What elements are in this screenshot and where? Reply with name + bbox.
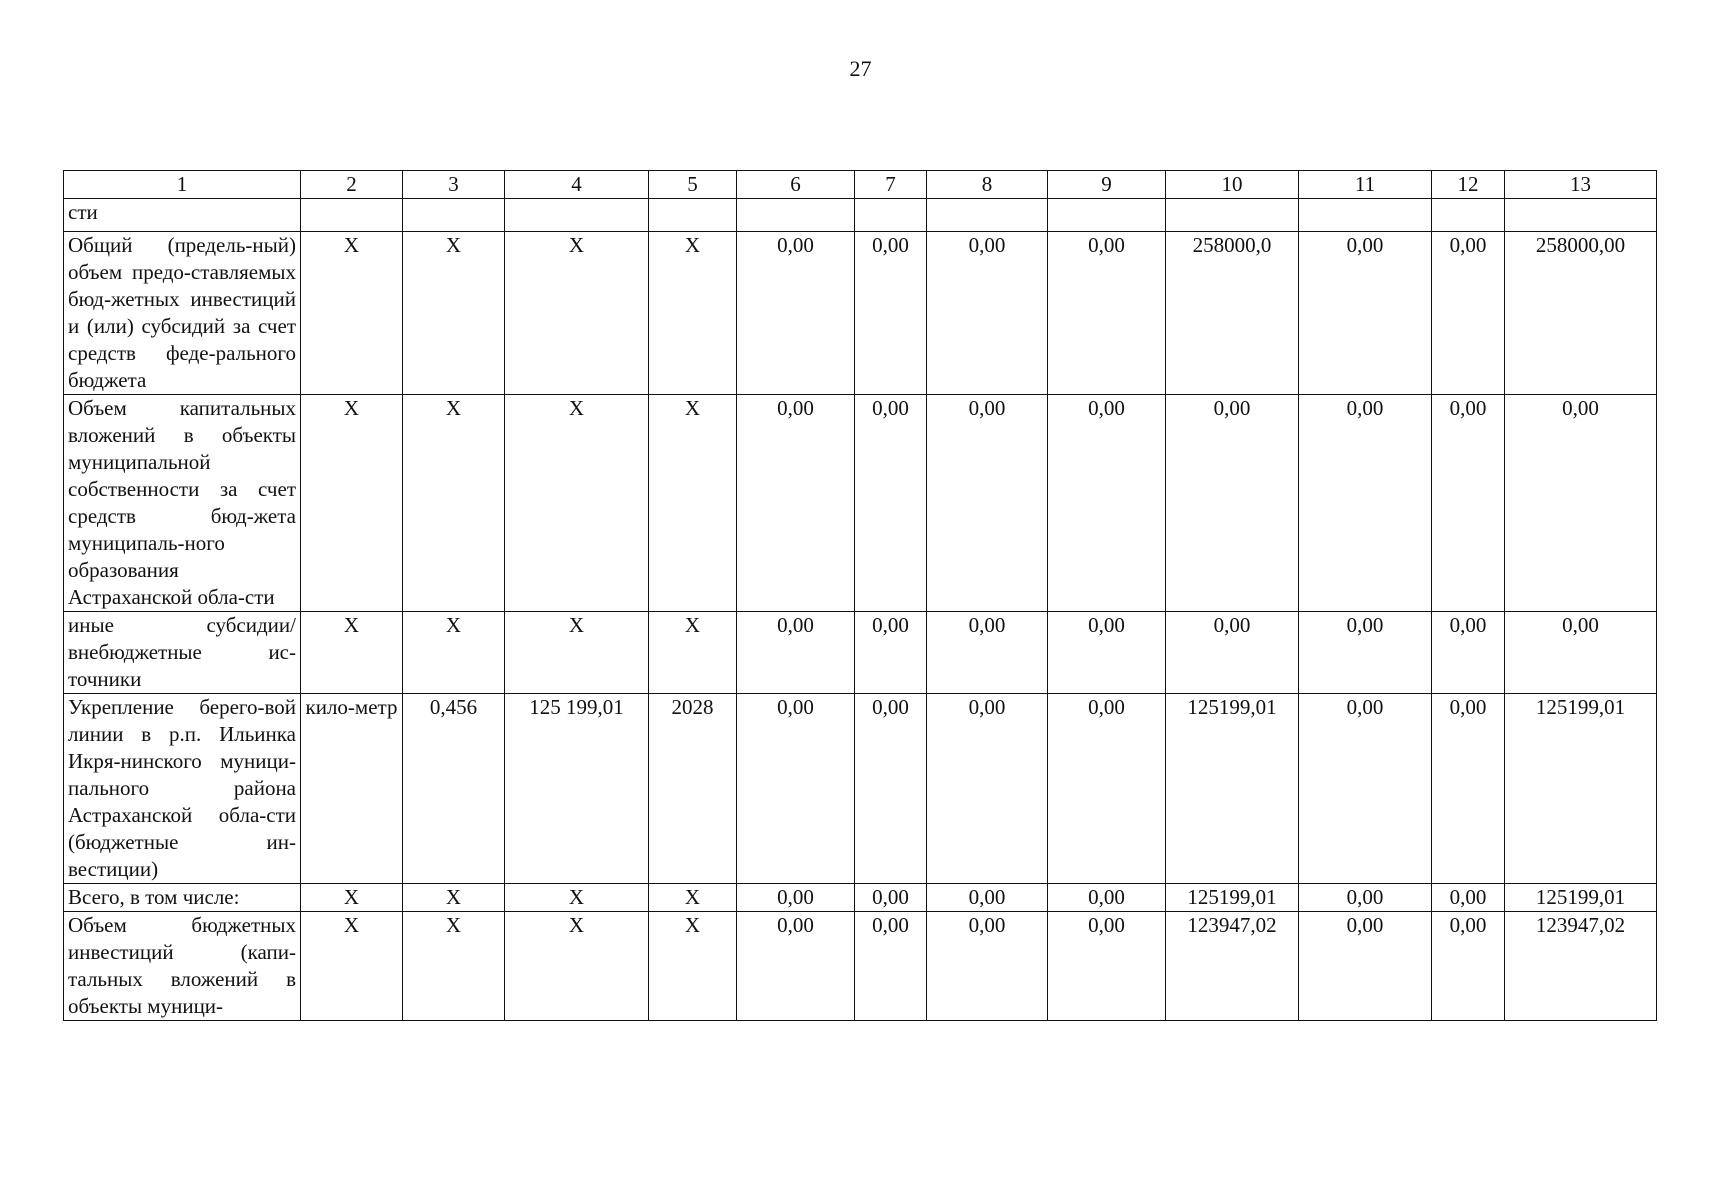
column-header: 13 (1505, 171, 1657, 199)
table-cell (1299, 199, 1432, 232)
row-description: Укрепление берего-вой линии в р.п. Ильинка Икря-нинского муници-пального района Астраханской обла-сти (бюджетные ин-вестиции) (64, 694, 301, 884)
table-cell: 0,00 (855, 694, 927, 884)
table-cell (1048, 199, 1166, 232)
table-cell: 0,00 (737, 884, 855, 912)
column-header: 1 (64, 171, 301, 199)
table-cell: 0,00 (737, 395, 855, 612)
column-header: 9 (1048, 171, 1166, 199)
table-cell: X (505, 395, 649, 612)
table-cell: 0,00 (737, 612, 855, 694)
table-cell (927, 199, 1048, 232)
table-cell: 0,00 (1299, 694, 1432, 884)
row-description: сти (64, 199, 301, 232)
table-cell: X (505, 912, 649, 1021)
column-header: 11 (1299, 171, 1432, 199)
table-cell: X (403, 912, 505, 1021)
table-cell: 0,00 (1299, 912, 1432, 1021)
table-cell: 0,00 (1505, 395, 1657, 612)
table-cell: X (301, 612, 403, 694)
table-cell: 0,00 (1432, 232, 1505, 395)
table-cell: 0,00 (1048, 694, 1166, 884)
table-cell (1505, 199, 1657, 232)
table-cell: 0,00 (1166, 395, 1299, 612)
table-row (64, 694, 1657, 884)
table-cell (649, 199, 737, 232)
table-cell: 125199,01 (1505, 694, 1657, 884)
table-cell: 0,00 (927, 232, 1048, 395)
table-cell: X (649, 232, 737, 395)
total-row (64, 884, 1657, 912)
table-row (64, 612, 1657, 694)
table-cell: X (505, 232, 649, 395)
table-cell: X (649, 884, 737, 912)
column-header: 10 (1166, 171, 1299, 199)
table-cell: 0,00 (927, 912, 1048, 1021)
table-cell: 0,00 (1432, 912, 1505, 1021)
table-cell: 0,00 (1048, 884, 1166, 912)
table-cell: 0,00 (737, 912, 855, 1021)
table-cell: 123947,02 (1505, 912, 1657, 1021)
row-description: Общий (предель-ный) объем предо-ставляемых бюд-жетных инвестиций и (или) субсидий за счет средств феде-рального бюджета (64, 232, 301, 395)
table-row (64, 912, 1657, 1021)
table-cell: 125199,01 (1505, 884, 1657, 912)
table-cell: 0,00 (855, 912, 927, 1021)
budget-table (63, 170, 1657, 1021)
table-cell: 0,00 (1166, 612, 1299, 694)
table-cell: 258000,00 (1505, 232, 1657, 395)
table-cell: 0,00 (1299, 232, 1432, 395)
table-cell: X (301, 884, 403, 912)
table-cell: 125 199,01 (505, 694, 649, 884)
column-header: 3 (403, 171, 505, 199)
table-cell: 0,00 (737, 232, 855, 395)
column-header: 2 (301, 171, 403, 199)
table-cell: 0,00 (1432, 694, 1505, 884)
table-cell: X (301, 395, 403, 612)
table-cell: 0,00 (927, 884, 1048, 912)
table-cell: X (505, 612, 649, 694)
table-cell: 123947,02 (1166, 912, 1299, 1021)
column-header: 7 (855, 171, 927, 199)
table-cell (301, 199, 403, 232)
table-cell: 0,00 (855, 395, 927, 612)
table-cell: X (403, 232, 505, 395)
table-cell: X (649, 912, 737, 1021)
table-cell: 0,00 (855, 232, 927, 395)
table-cell: 0,00 (737, 694, 855, 884)
row-description: Всего, в том числе: (64, 884, 301, 912)
table-cell: X (505, 884, 649, 912)
unit-cell: кило-метр (301, 694, 403, 884)
table-cell: 0,00 (1299, 884, 1432, 912)
header-row (64, 171, 1657, 199)
table-cell (855, 199, 927, 232)
table-cell: 258000,0 (1166, 232, 1299, 395)
table-cell: 125199,01 (1166, 694, 1299, 884)
table-cell: 0,00 (1432, 884, 1505, 912)
table-cell: 0,00 (855, 884, 927, 912)
column-header: 12 (1432, 171, 1505, 199)
table-cell: 0,00 (1048, 612, 1166, 694)
table-cell: 0,00 (1048, 395, 1166, 612)
column-header: 5 (649, 171, 737, 199)
table-cell: 0,00 (927, 612, 1048, 694)
table-cell (737, 199, 855, 232)
table-cell: 0,00 (1299, 395, 1432, 612)
table-cell: X (301, 232, 403, 395)
table-cell: 0,00 (1505, 612, 1657, 694)
row-description: Объем бюджетных инвестиций (капи-тальных вложений в объекты муници- (64, 912, 301, 1021)
table-row (64, 199, 1657, 232)
table-cell: 0,00 (1432, 395, 1505, 612)
table-cell: 0,00 (927, 395, 1048, 612)
table-cell: 0,00 (855, 612, 927, 694)
table-row (64, 395, 1657, 612)
table-cell: 0,00 (1299, 612, 1432, 694)
page-number: 27 (849, 56, 872, 81)
table-cell: X (649, 612, 737, 694)
table-cell: X (403, 395, 505, 612)
table-cell: X (301, 912, 403, 1021)
table-cell: 125199,01 (1166, 884, 1299, 912)
table-cell: X (403, 884, 505, 912)
table-cell: 2028 (649, 694, 737, 884)
table-cell: 0,00 (1432, 612, 1505, 694)
column-header: 4 (505, 171, 649, 199)
row-description: иные субсидии/ внебюджетные ис-точники (64, 612, 301, 694)
row-description: Объем капитальных вложений в объекты муниципальной собственности за счет средств бюд-жета муниципаль-ного образования Астраханской обла-сти (64, 395, 301, 612)
table-row (64, 232, 1657, 395)
table-cell (403, 199, 505, 232)
column-header: 8 (927, 171, 1048, 199)
table-cell: 0,00 (1048, 232, 1166, 395)
table-cell: 0,00 (1048, 912, 1166, 1021)
table-cell (1432, 199, 1505, 232)
column-header: 6 (737, 171, 855, 199)
table-cell (1166, 199, 1299, 232)
table-cell: X (403, 612, 505, 694)
table-cell: 0,00 (927, 694, 1048, 884)
table-cell (505, 199, 649, 232)
table-cell: 0,456 (403, 694, 505, 884)
table-cell: X (649, 395, 737, 612)
